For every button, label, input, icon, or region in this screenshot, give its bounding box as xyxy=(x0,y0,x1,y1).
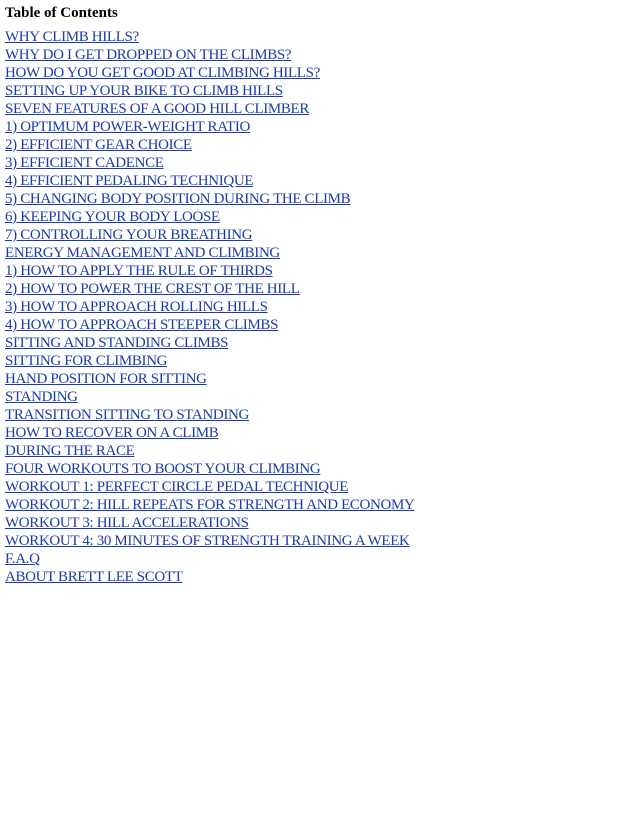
toc-item xyxy=(5,118,625,136)
toc-link[interactable]: SITTING FOR CLIMBING xyxy=(5,353,168,369)
toc-item xyxy=(5,226,625,244)
toc-item xyxy=(5,172,625,190)
toc-link[interactable]: SETTING UP YOUR BIKE TO CLIMB HILLS xyxy=(5,83,283,99)
toc-item xyxy=(5,262,625,280)
toc-item xyxy=(5,424,625,442)
toc-link[interactable]: 1) HOW TO APPLY THE RULE OF THIRDS xyxy=(5,263,273,279)
toc-item xyxy=(5,532,625,550)
toc-item xyxy=(5,316,625,334)
toc-item xyxy=(5,46,625,64)
toc-item xyxy=(5,388,625,406)
toc-item xyxy=(5,370,625,388)
toc-item xyxy=(5,190,625,208)
toc-link[interactable]: STANDING xyxy=(5,389,78,405)
toc-item xyxy=(5,28,625,46)
toc-link[interactable]: 4) HOW TO APPROACH STEEPER CLIMBS xyxy=(5,317,279,333)
toc-link[interactable]: HAND POSITION FOR SITTING xyxy=(5,371,207,387)
toc-item xyxy=(5,568,625,586)
toc-link[interactable]: SEVEN FEATURES OF A GOOD HILL CLIMBER xyxy=(5,101,310,117)
table-of-contents xyxy=(5,4,625,586)
toc-link[interactable]: FOUR WORKOUTS TO BOOST YOUR CLIMBING xyxy=(5,461,321,477)
toc-item xyxy=(5,244,625,262)
toc-link[interactable]: HOW TO RECOVER ON A CLIMB xyxy=(5,425,219,441)
toc-item xyxy=(5,460,625,478)
toc-item xyxy=(5,496,625,514)
toc-link[interactable]: WHY DO I GET DROPPED ON THE CLIMBS? xyxy=(5,47,292,63)
toc-item xyxy=(5,82,625,100)
toc-link[interactable]: DURING THE RACE xyxy=(5,443,135,459)
toc-link[interactable]: F.A.Q xyxy=(5,551,40,567)
toc-item xyxy=(5,478,625,496)
toc-link[interactable]: WORKOUT 4: 30 MINUTES OF STRENGTH TRAINING A WEEK xyxy=(5,533,410,549)
toc-item xyxy=(5,334,625,352)
toc-item xyxy=(5,514,625,532)
toc-link[interactable]: ENERGY MANAGEMENT AND CLIMBING xyxy=(5,245,280,261)
toc-item xyxy=(5,64,625,82)
toc-item xyxy=(5,442,625,460)
toc-item xyxy=(5,136,625,154)
toc-item xyxy=(5,352,625,370)
toc-item xyxy=(5,406,625,424)
toc-link[interactable]: 7) CONTROLLING YOUR BREATHING xyxy=(5,227,253,243)
toc-item xyxy=(5,154,625,172)
toc-list xyxy=(5,28,625,586)
toc-item xyxy=(5,550,625,568)
toc-link[interactable]: 2) EFFICIENT GEAR CHOICE xyxy=(5,137,192,153)
toc-link[interactable]: SITTING AND STANDING CLIMBS xyxy=(5,335,229,351)
toc-link[interactable]: 6) KEEPING YOUR BODY LOOSE xyxy=(5,209,220,225)
toc-item xyxy=(5,208,625,226)
toc-link[interactable]: 2) HOW TO POWER THE CREST OF THE HILL xyxy=(5,281,300,297)
toc-title: Table of Contents xyxy=(5,5,118,21)
toc-link[interactable]: WHY CLIMB HILLS? xyxy=(5,29,139,45)
toc-link[interactable]: 3) EFFICIENT CADENCE xyxy=(5,155,164,171)
toc-link[interactable]: 5) CHANGING BODY POSITION DURING THE CLIMB xyxy=(5,191,351,207)
toc-item xyxy=(5,100,625,118)
toc-link[interactable]: 1) OPTIMUM POWER-WEIGHT RATIO xyxy=(5,119,250,135)
toc-item xyxy=(5,280,625,298)
toc-item xyxy=(5,298,625,316)
toc-link[interactable]: WORKOUT 2: HILL REPEATS FOR STRENGTH AND ECONOMY xyxy=(5,497,415,513)
toc-link[interactable]: WORKOUT 3: HILL ACCELERATIONS xyxy=(5,515,249,531)
toc-link[interactable]: 3) HOW TO APPROACH ROLLING HILLS xyxy=(5,299,268,315)
toc-link[interactable]: TRANSITION SITTING TO STANDING xyxy=(5,407,249,423)
toc-link[interactable]: HOW DO YOU GET GOOD AT CLIMBING HILLS? xyxy=(5,65,320,81)
toc-link[interactable]: ABOUT BRETT LEE SCOTT xyxy=(5,569,183,585)
toc-link[interactable]: WORKOUT 1: PERFECT CIRCLE PEDAL TECHNIQUE xyxy=(5,479,349,495)
toc-link[interactable]: 4) EFFICIENT PEDALING TECHNIQUE xyxy=(5,173,254,189)
